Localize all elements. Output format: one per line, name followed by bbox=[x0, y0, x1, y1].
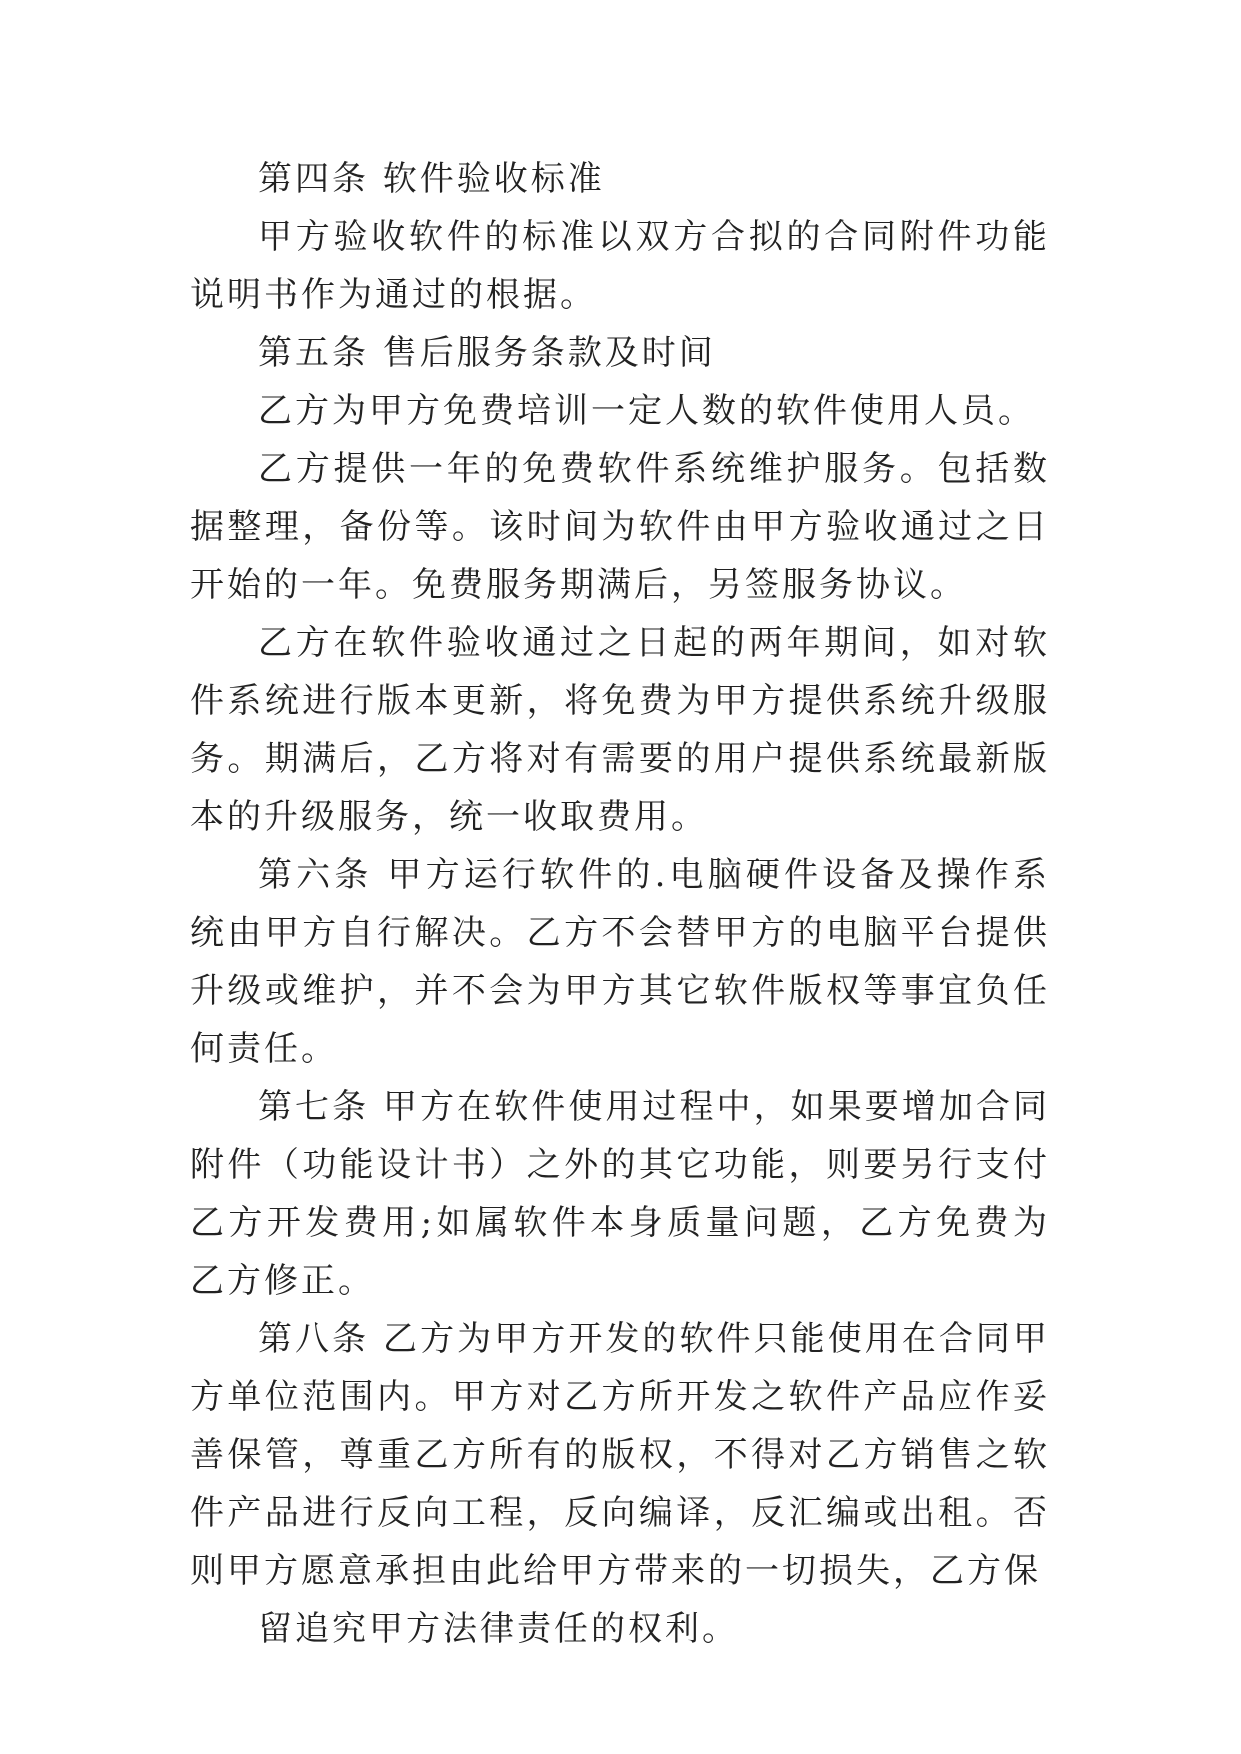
article-5-heading: 第五条 售后服务条款及时间 bbox=[258, 333, 716, 373]
article-5-maintenance: 乙方提供一年的免费软件系统维护服务。包括数据整理，备份等。该时间为软件由甲方验收通过之日开始的一年。免费服务期满后，另签服务协议。 bbox=[190, 449, 1050, 605]
article-4-heading: 第四条 软件验收标准 bbox=[258, 159, 605, 199]
document-body bbox=[190, 150, 1050, 1658]
article-5-training: 乙方为甲方免费培训一定人数的软件使用人员。 bbox=[258, 391, 1035, 431]
article-6-text: 第六条 甲方运行软件的.电脑硬件设备及操作系统由甲方自行解决。乙方不会替甲方的电脑平台提供升级或维护，并不会为甲方其它软件版权等事宜负任何责任。 bbox=[190, 855, 1050, 1069]
article-5-upgrade: 乙方在软件验收通过之日起的两年期间，如对软件系统进行版本更新，将免费为甲方提供系统升级服务。期满后，乙方将对有需要的用户提供系统最新版本的升级服务，统一收取费用。 bbox=[190, 623, 1050, 837]
article-7-text: 第七条 甲方在软件使用过程中，如果要增加合同附件（功能设计书）之外的其它功能，则要另行支付乙方开发费用;如属软件本身质量问题，乙方免费为乙方修正。 bbox=[190, 1087, 1050, 1301]
article-8-continuation: 留追究甲方法律责任的权利。 bbox=[258, 1609, 739, 1649]
article-4-text: 甲方验收软件的标准以双方合拟的合同附件功能说明书作为通过的根据。 bbox=[190, 217, 1050, 315]
article-8-text: 第八条 乙方为甲方开发的软件只能使用在合同甲方单位范围内。甲方对乙方所开发之软件产品应作妥善保管，尊重乙方所有的版权，不得对乙方销售之软件产品进行反向工程，反向编译，反汇编或出租。否则甲方愿意承担由此给甲方带来的一切损失，乙方保 bbox=[190, 1319, 1050, 1591]
